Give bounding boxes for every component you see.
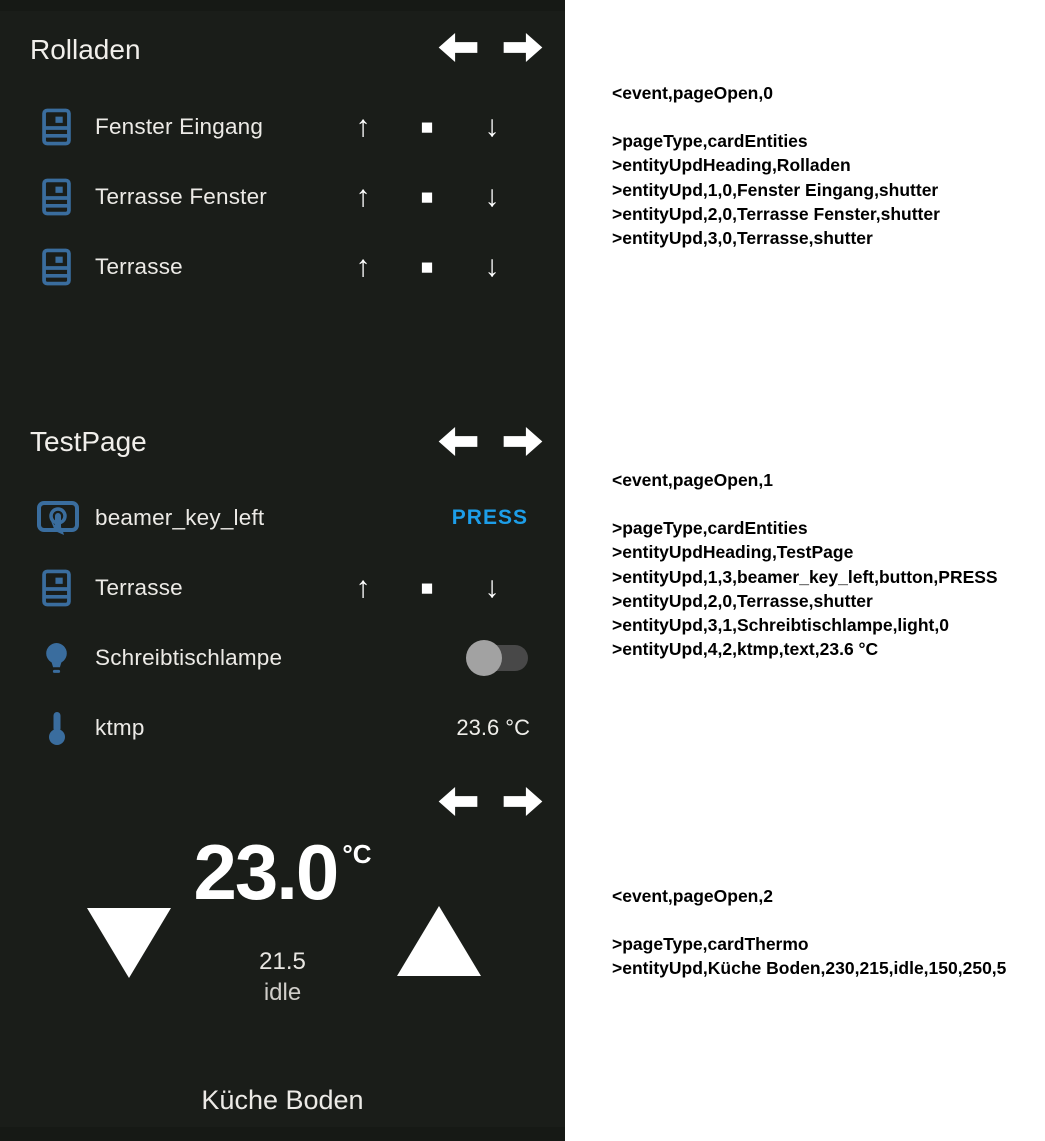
page-nav-thermo (438, 787, 543, 816)
shutter-down-button[interactable]: ↓ (484, 250, 500, 283)
protocol-event-line: <event,pageOpen,1 (612, 470, 773, 490)
shutter-up-button[interactable]: ↑ (355, 180, 371, 213)
shutter-stop-button[interactable]: ■ (420, 186, 434, 209)
thermometer-icon (45, 709, 69, 747)
screen-edge-top (0, 0, 565, 11)
shutter-up-button[interactable]: ↑ (355, 110, 371, 143)
next-page-icon[interactable] (503, 787, 543, 816)
press-button[interactable]: PRESS (451, 506, 528, 529)
next-page-icon[interactable] (503, 33, 543, 62)
shutter-up-button[interactable]: ↑ (355, 250, 371, 283)
protocol-block-page1 (612, 468, 1042, 661)
entity-row-beamer-key-left (0, 496, 565, 540)
protocol-line: >entityUpdHeading,Rolladen (612, 155, 851, 176)
current-temperature (0, 828, 565, 916)
entity-name: Fenster Eingang (95, 114, 264, 139)
shutter-down-button[interactable]: ↓ (484, 110, 500, 143)
protocol-lines (612, 129, 1042, 250)
page-title-testpage: TestPage (30, 426, 147, 457)
entity-name: Terrasse Fenster (95, 184, 268, 209)
screen-edge-bottom (0, 1127, 565, 1141)
page-nav-testpage (438, 427, 543, 456)
entity-name: beamer_key_left (95, 505, 265, 530)
entity-row-fenster-eingang (0, 105, 565, 149)
hvac-state: idle (263, 979, 302, 1006)
entity-row-terrasse (0, 245, 565, 289)
window-shutter-icon (42, 248, 71, 286)
protocol-line: >pageType,cardEntities (612, 518, 808, 539)
entity-name: ktmp (95, 715, 145, 740)
shutter-stop-button[interactable]: ■ (420, 116, 434, 139)
prev-page-icon[interactable] (438, 787, 478, 816)
protocol-line: >entityUpd,Küche Boden,230,215,idle,150,250,5 (612, 958, 1007, 979)
protocol-lines (612, 516, 1042, 661)
next-page-icon[interactable] (503, 427, 543, 456)
gesture-tap-button-icon (36, 498, 80, 540)
protocol-line: >entityUpd,3,0,Terrasse,shutter (612, 228, 873, 249)
page-title-rolladen: Rolladen (30, 34, 141, 65)
shutter-stop-button[interactable]: ■ (420, 577, 434, 600)
window-shutter-icon (42, 108, 71, 146)
protocol-line: >pageType,cardEntities (612, 131, 808, 152)
entity-row-ktmp (0, 706, 565, 750)
protocol-event-line: <event,pageOpen,2 (612, 886, 773, 906)
protocol-line: >entityUpd,1,0,Fenster Eingang,shutter (612, 179, 939, 200)
temperature-value: 23.6 °C (456, 715, 530, 740)
light-bulb-icon (42, 641, 71, 676)
entity-row-terrasse-2 (0, 566, 565, 610)
protocol-block-page0 (612, 81, 1042, 250)
entity-row-schreibtischlampe (0, 636, 565, 680)
protocol-lines (612, 932, 1042, 980)
window-shutter-icon (42, 178, 71, 216)
current-temperature-value: 23.0 (193, 828, 338, 916)
protocol-line: >entityUpd,4,2,ktmp,text,23.6 °C (612, 639, 879, 660)
protocol-line: >entityUpd,1,3,beamer_key_left,button,PRESS (612, 566, 998, 587)
prev-page-icon[interactable] (438, 33, 478, 62)
protocol-line: >entityUpd,2,0,Terrasse,shutter (612, 590, 873, 611)
temperature-unit: °C (342, 839, 372, 869)
toggle-knob (466, 640, 502, 676)
protocol-line: >entityUpdHeading,TestPage (612, 542, 854, 563)
protocol-line: >entityUpd,2,0,Terrasse Fenster,shutter (612, 203, 940, 224)
window-shutter-icon (42, 569, 71, 607)
entity-name: Schreibtischlampe (95, 645, 283, 670)
protocol-event-line: <event,pageOpen,0 (612, 83, 773, 103)
light-toggle-off[interactable] (466, 636, 530, 680)
entity-name: Terrasse (95, 254, 183, 279)
entity-row-terrasse-fenster (0, 175, 565, 219)
shutter-up-button[interactable]: ↑ (355, 571, 371, 604)
target-temperature: 21.5 (259, 948, 306, 975)
shutter-down-button[interactable]: ↓ (484, 571, 500, 604)
shutter-stop-button[interactable]: ■ (420, 256, 434, 279)
page-nav-rolladen (438, 33, 543, 62)
prev-page-icon[interactable] (438, 427, 478, 456)
protocol-line: >pageType,cardThermo (612, 934, 809, 955)
protocol-line: >entityUpd,3,1,Schreibtischlampe,light,0 (612, 615, 949, 636)
thermostat-label: Küche Boden (201, 1085, 364, 1115)
entity-name: Terrasse (95, 575, 183, 600)
protocol-block-page2 (612, 884, 1042, 981)
shutter-down-button[interactable]: ↓ (484, 180, 500, 213)
